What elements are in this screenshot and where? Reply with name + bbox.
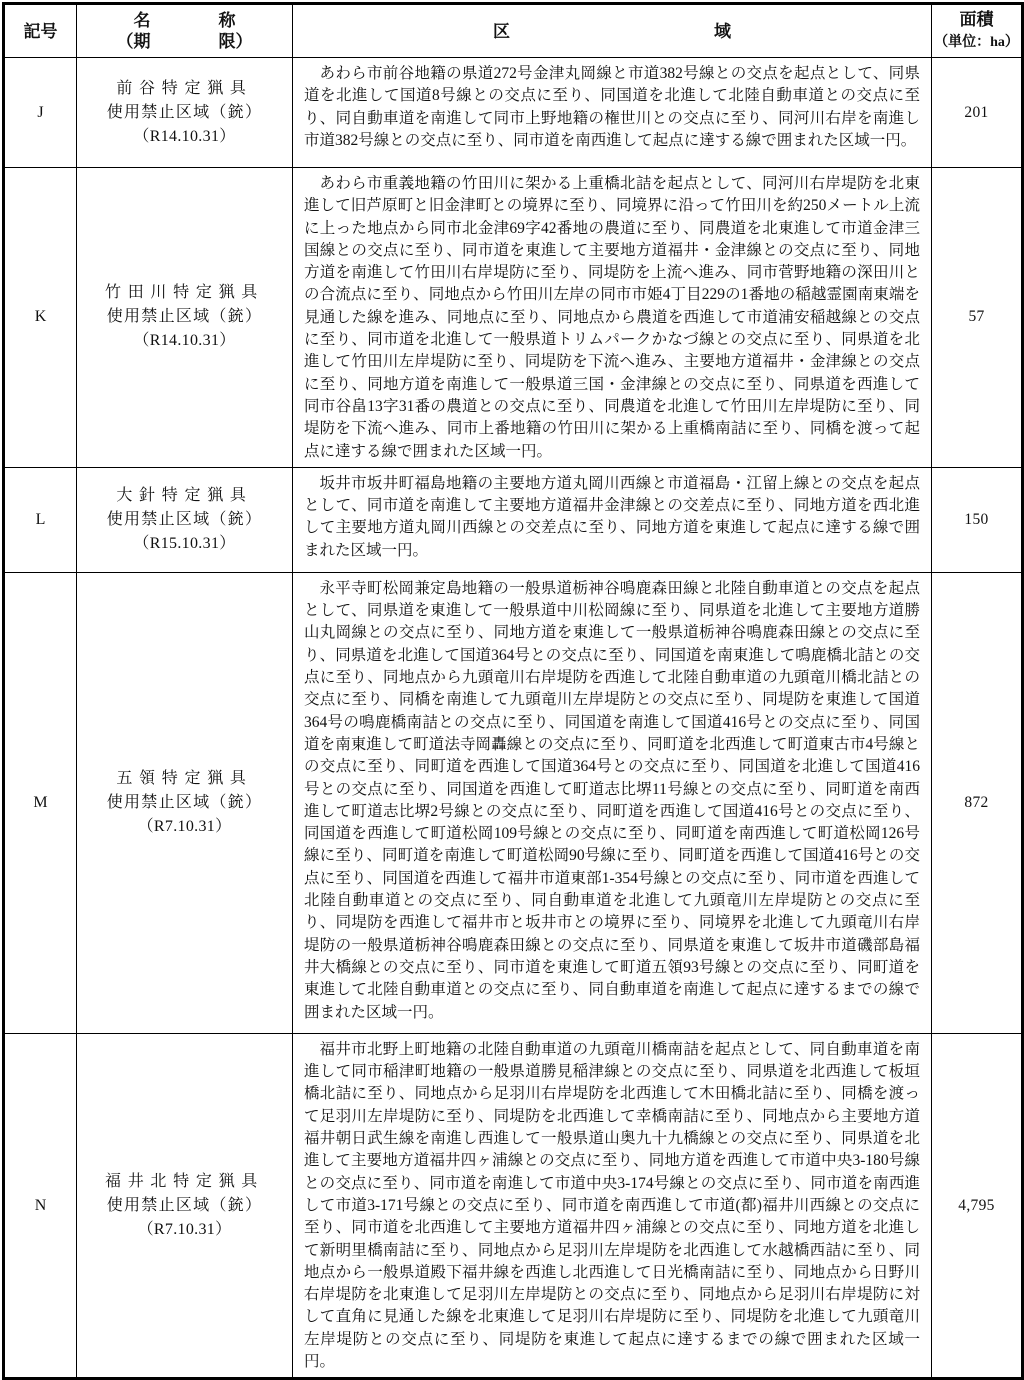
area-name-suffix: 使用禁止区域（銃） bbox=[106, 103, 263, 121]
row-symbol: M bbox=[4, 572, 77, 1033]
table-row bbox=[4, 168, 1023, 468]
area-period: （R14.10.31） bbox=[133, 332, 236, 350]
row-name bbox=[77, 58, 293, 168]
row-symbol: L bbox=[4, 467, 77, 572]
header-name-line1: 名 称 bbox=[133, 11, 236, 30]
header-region bbox=[293, 4, 932, 58]
table-row bbox=[4, 58, 1023, 168]
area-name: 大針特定猟具 bbox=[116, 486, 253, 504]
region-description: 永平寺町松岡兼定島地籍の一般県道栃神谷鳴鹿森田線と北陸自動車道との交点を起点として、同県道を東進して一般県道中川松岡線に至り、同県道を北進して主要地方道勝山丸岡線との交点に至り、同地方道を東進して一般県道栃神谷鳴鹿森田線との交点に至り、同県道を北進して国道364号との交点に至り、同国道を南東進して鳴鹿橋北詰との交点に至り、同地点から九頭竜川右岸堤防を西進して北陸自動車道の九頭竜川橋北詰との交点に至り、同橋を南進して九頭竜川左岸堤防との交点に至り、同堤防を東進して国道364号の鳴鹿橋南詰との交点に至り、同国道を南進して国道416号との交点に至り、同国道を南東進して町道法寺岡轟線との交点に至り、同町道を北西進して町道東古市4号線との交点に至り、同町道を西進して国道364号との交点に至り、同国道を北進して国道416号との交点に至り、同国道を西進して町道志比堺11号線との交点に至り、同町道を南西進して町道志比堺2号線との交点に至り、同町道を西進して国道416号との交点に至り、同国道を西進して町道松岡109号線との交点に至り、同町道を南西進して町道松岡126号線に至り、同町道を南進して町道松岡90号線に至り、同町道を西進して国道416号との交点に至り、同国道を西進して福井市道東部1-354号線との交点に至り、同市道を西進して北陸自動車道との交点に至り、同自動車道を北進して九頭竜川左岸堤防との交点に至り、同堤防を西進して福井市と坂井市との境界に至り、同境界を北進して九頭竜川右岸堤防の一般県道栃神谷鳴鹿森田線との交点に至り、同県道を東進して坂井市道磯部島福井大橋線との交点に至り、同市道を東進して町道五領93号線との交点に至り、同町道を東進して北陸自動車道との交点に至り、同自動車道を南進して起点に達するまでの線で囲まれた区域一円。 bbox=[304, 579, 920, 1021]
area-name: 前谷特定猟具 bbox=[116, 79, 253, 97]
row-name bbox=[77, 572, 293, 1033]
area-name: 福井北特定猟具 bbox=[104, 1172, 265, 1190]
table-header-row bbox=[4, 4, 1023, 58]
region-description: 福井市北野上町地籍の北陸自動車道の九頭竜川橋南詰を起点として、同自動車道を南進して同市稲津町地籍の一般県道勝見稲津線との交点に至り、同県道を北西進して板垣橋北詰に至り、同地点から足羽川右岸堤防を北西進して木田橋北詰に至り、同橋を渡って足羽川左岸堤防に至り、同堤防を北西進して幸橋南詰に至り、同地点から主要地方道福井朝日武生線を南進し西進して一般県道山奥九十九橋線との交点に至り、同県道を北進して主要地方道福井四ヶ浦線との交点に至り、同地方道を西進して市道中央3-180号線との交点に至り、同市道を南進して市道中央3-174号線との交点に至り、同市道を南西進して市道3-171号線との交点に至り、同市道を南西進して市道(都)福井川西線との交点に至り、同市道を北西進して主要地方道福井四ヶ浦線との交点に至り、同地方道を北進して新明里橋南詰に至り、同地点から足羽川左岸堤防を北西進して水越橋西詰に至り、同地点から一般県道殿下福井線を西進し北西進して日光橋南詰に至り、同地点から日野川右岸堤防を北東進して足羽川左岸堤防との交点に至り、同地点から足羽川右岸堤防に対して直角に見通した線を北東進して足羽川右岸堤防に至り、同堤防を北進して九頭竜川左岸堤防との交点に至り、同堤防を東進して起点に達するまでの線で囲まれた区域一円。 bbox=[304, 1040, 920, 1371]
row-area: 150 bbox=[932, 467, 1023, 572]
row-area: 4,795 bbox=[932, 1033, 1023, 1378]
row-name bbox=[77, 168, 293, 468]
area-period: （R7.10.31） bbox=[137, 817, 232, 835]
header-symbol bbox=[4, 4, 77, 58]
header-area bbox=[932, 4, 1023, 58]
row-region bbox=[293, 168, 932, 468]
region-description: あわら市前谷地籍の県道272号金津丸岡線と市道382号線との交点を起点として、同県道を北進して国道8号線との交点に至り、同国道を北進して北陸自動車道との交点に至り、同自動車道を南進して同市上野地籍の権世川との交点に至り、同河川右岸を南進し市道382号線との交点に至り、同市道を南西進して起点に達する線で囲まれた区域一円。 bbox=[304, 65, 920, 149]
area-period: （R7.10.31） bbox=[137, 1220, 232, 1238]
area-name: 五領特定猟具 bbox=[116, 769, 253, 787]
area-period: （R15.10.31） bbox=[133, 534, 236, 552]
table-row bbox=[4, 467, 1023, 572]
header-area-line2: （単位：ha） bbox=[934, 35, 1019, 50]
area-name-suffix: 使用禁止区域（銃） bbox=[106, 308, 263, 326]
row-symbol: K bbox=[4, 168, 77, 468]
row-symbol: N bbox=[4, 1033, 77, 1378]
header-area-line1: 面積 bbox=[959, 10, 994, 29]
row-area: 201 bbox=[932, 58, 1023, 168]
row-name bbox=[77, 467, 293, 572]
row-area: 57 bbox=[932, 168, 1023, 468]
header-symbol-label: 記号 bbox=[23, 21, 58, 41]
row-region bbox=[293, 1033, 932, 1378]
row-symbol: J bbox=[4, 58, 77, 168]
header-region-label: 区 域 bbox=[493, 21, 731, 41]
row-area: 872 bbox=[932, 572, 1023, 1033]
row-region bbox=[293, 58, 932, 168]
header-name-line2: （期 限） bbox=[116, 32, 253, 51]
area-name-suffix: 使用禁止区域（銃） bbox=[106, 793, 263, 811]
table-row bbox=[4, 572, 1023, 1033]
header-name bbox=[77, 4, 293, 58]
row-name bbox=[77, 1033, 293, 1378]
region-description: あわら市重義地籍の竹田川に架かる上重橋北詰を起点として、同河川右岸堤防を北東進して旧芦原町と旧金津町との境界に至り、同境界に沿って竹田川を約250メートル上流に上った地点から同市北金津69字42番地の農道に至り、同農道を北東進して市道金津三国線との交点に至り、同市道を東進して主要地方道福井・金津線との交点に至り、同地方道を南進して竹田川右岸堤防に至り、同堤防を上流へ進み、同市菅野地籍の深田川との合流点に至り、同地点から竹田川左岸の同市市姫4丁目229の1番地の稲越霊園南東端を見通した線を進み、同地点に至り、同地点から農道を西進して市道浦安稲越線との交点に至り、同市道を北進して一般県道トリムパークかなづ線との交点に至り、同県道を北進して竹田川左岸堤防に至り、同堤防を下流へ進み、主要地方道福井・金津線との交点に至り、同地方道を南進して一般県道三国・金津線との交点に至り、同県道を西進して同市谷畠13字31番の農道との交点に至り、同農道を北進して竹田川左岸堤防に至り、同堤防を下流へ進み、同市上番地籍の竹田川に架かる上重橋南詰に至り、同橋を渡って起点に達する線で囲まれた区域一円。 bbox=[304, 175, 920, 460]
table-row bbox=[4, 1033, 1023, 1378]
area-name: 竹田川特定猟具 bbox=[104, 284, 265, 302]
row-region bbox=[293, 572, 932, 1033]
row-region bbox=[293, 467, 932, 572]
area-period: （R14.10.31） bbox=[133, 127, 236, 145]
area-name-suffix: 使用禁止区域（銃） bbox=[106, 510, 263, 528]
region-description: 坂井市坂井町福島地籍の主要地方道丸岡川西線と市道福島・江留上線との交点を起点として、同市道を南進して主要地方道福井金津線との交差点に至り、同地方道を西北進して主要地方道丸岡川西線との交差点に至り、同地方道を東進して起点に達する線で囲まれた区域一円。 bbox=[304, 474, 920, 559]
hunting-restriction-area-table bbox=[2, 2, 1024, 1380]
area-name-suffix: 使用禁止区域（銃） bbox=[106, 1196, 263, 1214]
